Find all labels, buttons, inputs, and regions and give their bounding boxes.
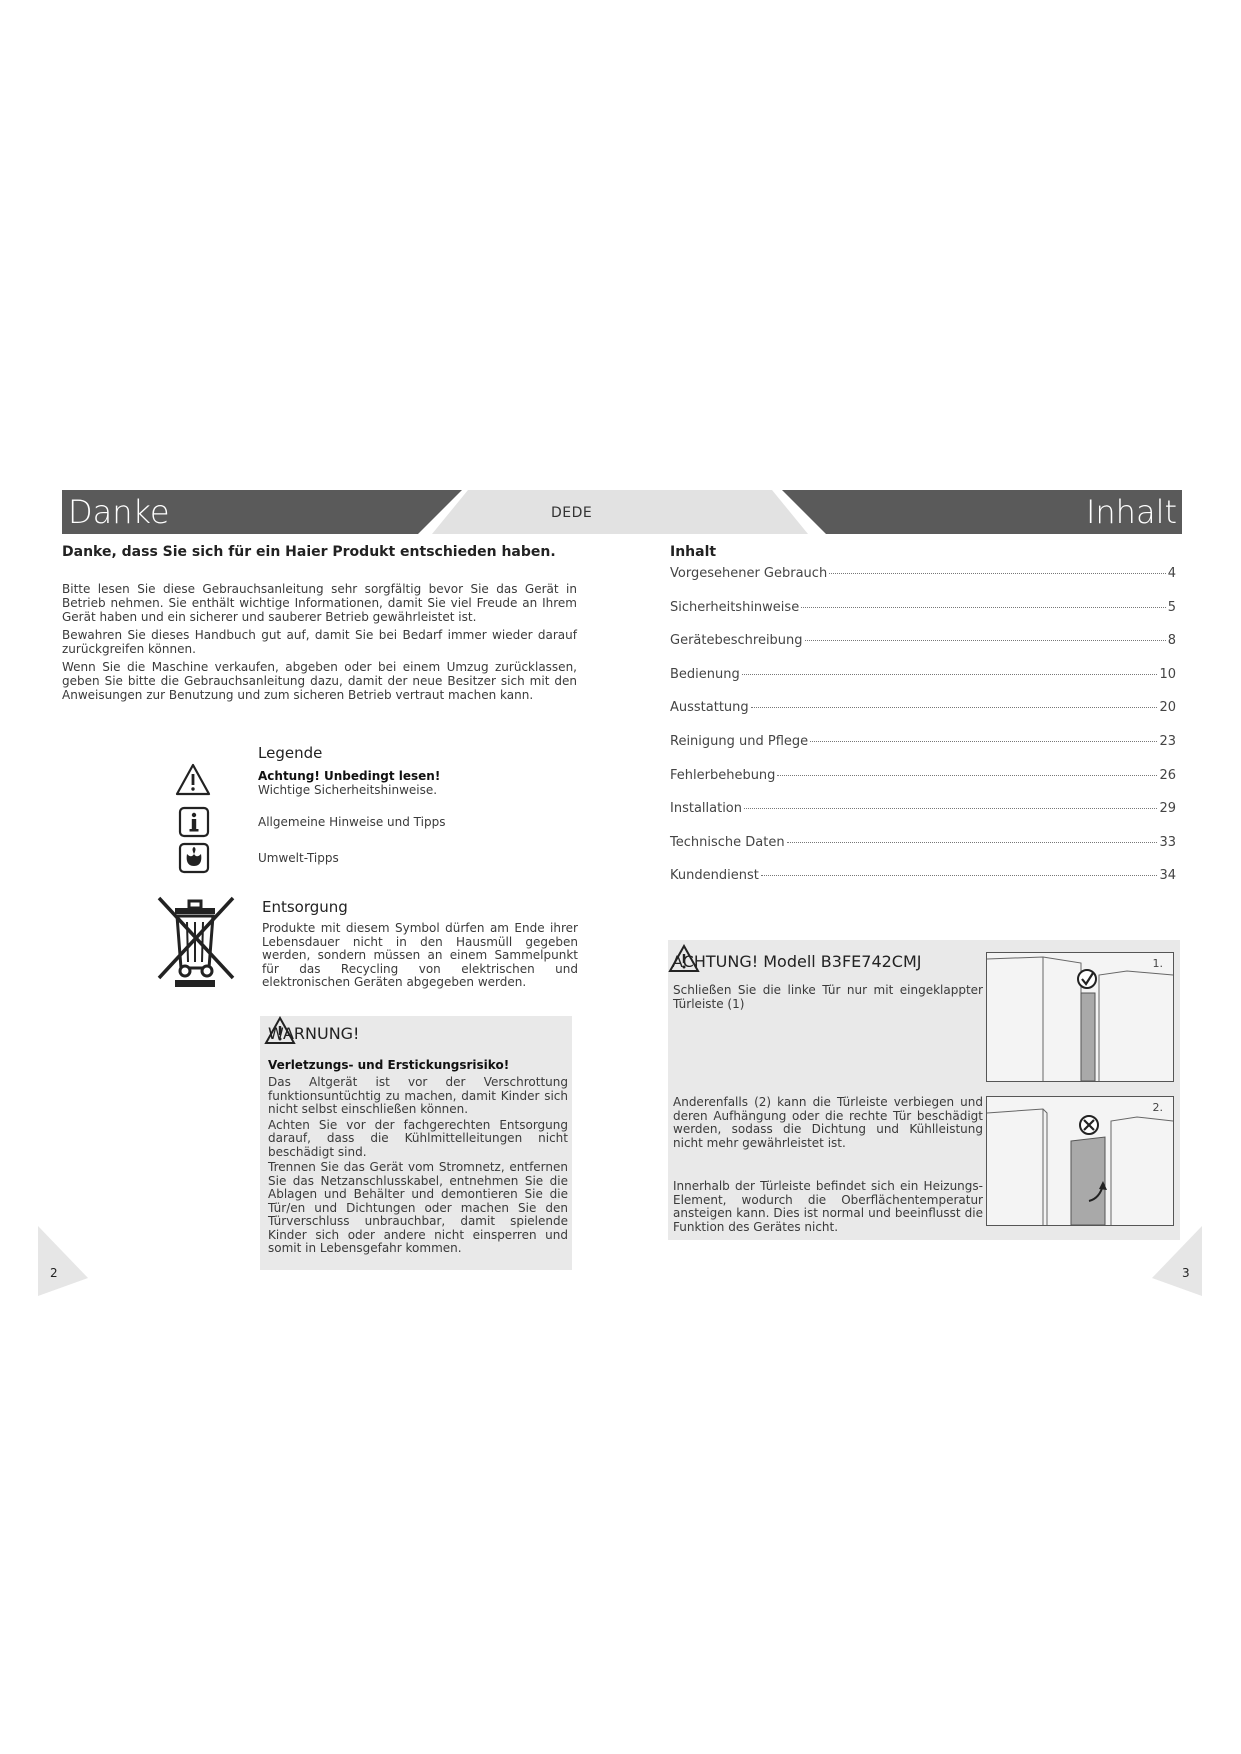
legend-title: Legende [258,744,323,762]
legend-item-text: Wichtige Sicherheitshinweise. [258,783,438,797]
legend-item-environment [258,851,339,865]
toc-row[interactable] [670,801,1176,835]
warning-text [268,1076,568,1258]
toc-row[interactable] [670,566,1176,600]
toc-leader [744,808,1157,809]
legend-item-text: Allgemeine Hinweise und Tipps [258,815,446,829]
toc-label: Installation [670,801,743,817]
language-code: DEDE [551,505,593,521]
toc-leader [829,573,1166,574]
toc-label: Ausstattung [670,700,749,716]
toc-row[interactable] [670,633,1176,667]
toc-page: 29 [1159,801,1176,817]
warning-paragraph: Achten Sie vor der fachgerechten Entsorgung darauf, dass die Kühlmittelleitungen nicht beschädigt sind. [268,1117,568,1159]
toc-leader [787,842,1158,843]
fridge-doors-illustration [987,1097,1173,1225]
left-page-number: 2 [50,1266,58,1280]
toc-label: Bedienung [670,666,740,682]
legend-item-warning [258,769,440,797]
header-center-band [432,490,808,534]
toc-leader [761,875,1158,876]
toc-row[interactable] [670,868,1176,902]
toc-row[interactable] [670,768,1176,802]
toc-title: Inhalt [670,544,717,560]
toc-label: Fehlerbehebung [670,767,776,783]
disposal-text: Produkte mit diesem Symbol dürfen am Ende ihrer Lebensdauer nicht in den Hausmüll gegeben werden, sondern müssen an einem Sammelpunkt für das Recycling von elektrischen und elektronischen Geräten abgegeben werden. [262,921,578,989]
legend-item-text: Umwelt-Tipps [258,851,339,865]
left-page-corner [38,1226,88,1296]
figure-correct-door [986,952,1174,1082]
figure-number: 1. [1152,957,1163,970]
thank-you-lead: Danke, dass Sie sich für ein Haier Produkt entschieden haben. [62,544,556,560]
warning-subtitle: Verletzungs- und Erstickungsrisiko! [268,1058,510,1072]
toc-row[interactable] [670,600,1176,634]
environment-icon [176,840,212,876]
toc-page: 8 [1167,633,1176,649]
toc-row[interactable] [670,835,1176,869]
toc-page: 33 [1159,834,1176,850]
toc-leader [742,674,1158,675]
toc-label: Kundendienst [670,868,759,884]
fridge-doors-illustration [987,953,1173,1081]
attention-paragraph-3: Innerhalb der Türleiste befindet sich ein Heizungs-Element, wodurch die Oberflächentemperatur ansteigen kann. Dies ist normal und beeinflusst die Funktion des Gerätes nicht. [673,1179,983,1234]
toc-leader [805,640,1166,641]
legend-item-info [258,815,445,829]
toc-label: Reinigung und Pflege [670,733,809,749]
crossed-bin-icon [155,896,237,988]
figure-wrong-door [986,1096,1174,1226]
toc-page: 10 [1159,666,1176,682]
toc-row[interactable] [670,734,1176,768]
toc-page: 20 [1159,700,1176,716]
table-of-contents [670,566,1176,902]
disposal-title: Entsorgung [262,898,348,916]
toc-label: Gerätebeschreibung [670,633,803,649]
intro-paragraph: Wenn Sie die Maschine verkaufen, abgeben oder bei einem Umzug zurücklassen, geben Sie bitte die Gebrauchsanleitung dazu, damit der neue Besitzer sich mit den Anweisungen zur Benutzung und zum sicheren Betrieb vertraut machen kann. [62,660,577,702]
legend-item-bold: Achtung! Unbedingt lesen! [258,769,441,783]
figure-number: 2. [1152,1101,1163,1114]
intro-paragraph: Bitte lesen Sie diese Gebrauchsanleitung sehr sorgfältig bevor Sie das Gerät in Betrieb nehmen. Sie enthält wichtige Informationen, damit Sie viel Freude an Ihrem Gerät haben und ein sicherer und sauberer Betrieb gewährleistet ist. [62,582,577,624]
toc-page: 5 [1167,599,1176,615]
intro-paragraph: Bewahren Sie dieses Handbuch gut auf, damit Sie bei Bedarf immer wieder darauf zurückgreifen können. [62,628,577,656]
toc-label: Vorgesehener Gebrauch [670,566,828,581]
toc-page: 23 [1159,733,1176,749]
toc-label: Sicherheitshinweise [670,599,800,615]
warning-title: WARNUNG! [268,1024,360,1043]
toc-row[interactable] [670,700,1176,734]
attention-paragraph-1: Schließen Sie die linke Tür nur mit eingeklappter Türleiste (1) [673,983,983,1011]
warning-paragraph: Das Altgerät ist vor der Verschrottung funktionsuntüchtig zu machen, damit Kinder sich nicht selbst einschließen können. [268,1075,568,1116]
toc-leader [801,607,1166,608]
warning-paragraph: Trennen Sie das Gerät vom Stromnetz, entfernen Sie das Netzanschlusskabel, entnehmen Sie die Ablagen und Behälter und demontieren Sie die Tür/en und Dichtungen oder machen Sie den Türverschluss unbrauchbar, damit spielende Kinder sich oder andere nicht einsperren und somit in Lebensgefahr kommen. [268,1160,568,1255]
toc-page: 26 [1159,767,1176,783]
toc-row[interactable] [670,667,1176,701]
info-icon [176,804,212,840]
attention-paragraph-2: Anderenfalls (2) kann die Türleiste verbiegen und deren Aufhängung oder die rechte Tür beschädigt werden, sodass die Dichtung und Kühlleistung nicht mehr gewährleistet ist. [673,1095,983,1150]
toc-leader [810,741,1157,742]
right-page-title: Inhalt [1085,493,1177,531]
toc-page: 4 [1167,566,1176,581]
attention-title: ACHTUNG! Modell B3FE742CMJ [672,952,922,971]
toc-leader [777,775,1157,776]
left-page-title: Danke [68,493,170,531]
toc-page: 34 [1159,868,1176,884]
warning-triangle-icon [175,762,211,798]
right-page-number: 3 [1182,1266,1190,1280]
toc-leader [751,707,1158,708]
intro-text [62,582,577,706]
toc-label: Technische Daten [670,834,785,850]
